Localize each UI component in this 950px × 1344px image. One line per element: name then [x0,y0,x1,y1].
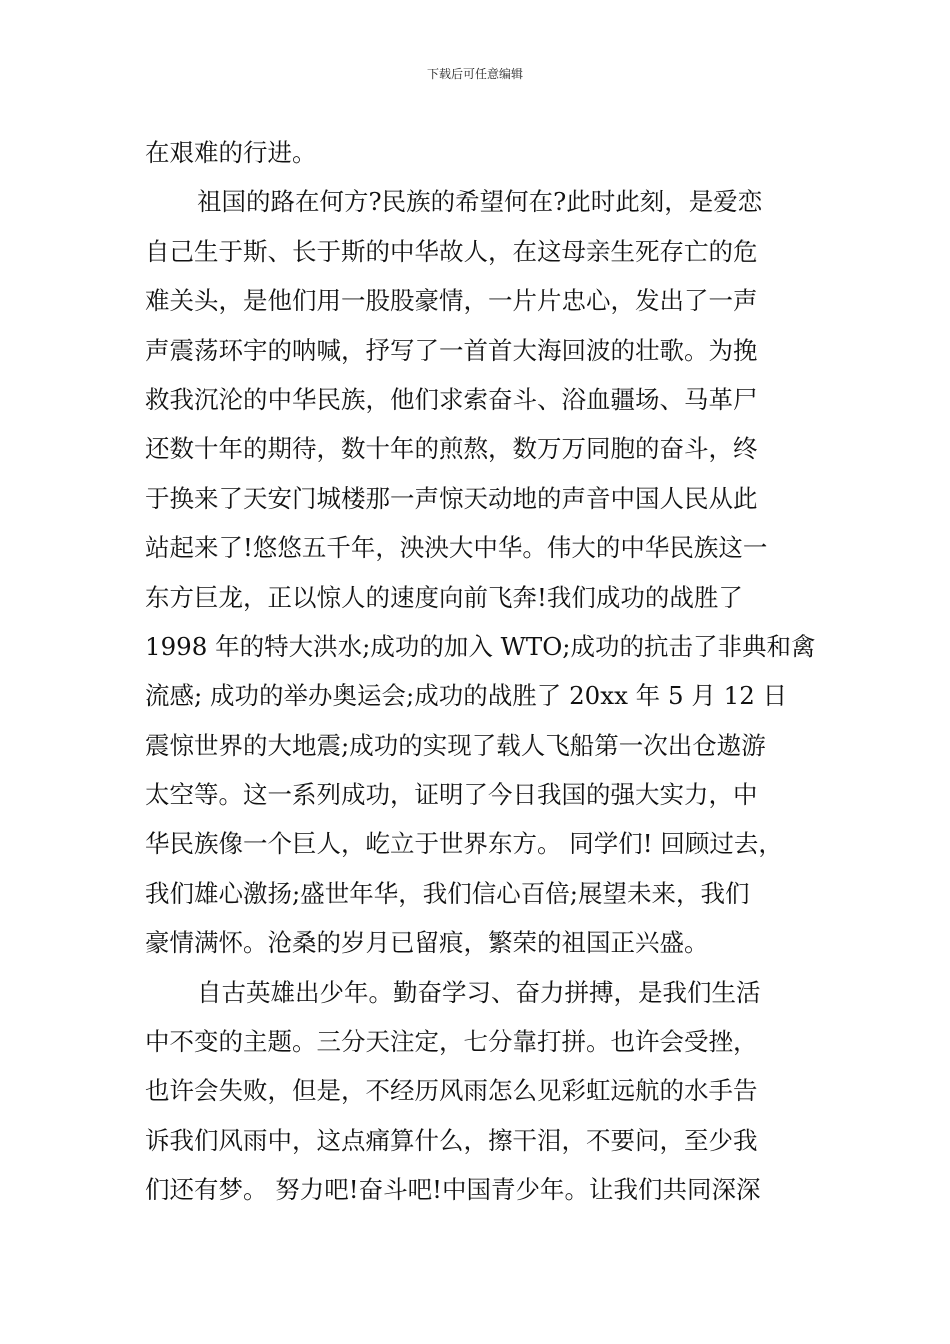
text-line: 也许会失败，但是，不经历风雨怎么见彩虹远航的水手告 [145,1076,758,1106]
text-line: 太空等。这一系列成功，证明了今日我国的强大实力，中 [145,780,758,810]
text-line: 震惊世界的大地震;成功的实现了载人飞船第一次出仓遨游 [145,730,766,760]
paragraph-first-line: 祖国的路在何方?民族的希望何在?此时此刻，是爱恋 [197,187,763,217]
text-line: 流感; 成功的举办奥运会;成功的战胜了 20xx 年 5 月 12 日 [145,681,788,711]
text-line: 诉我们风雨中，这点痛算什么，擦干泪，不要问，至少我 [145,1125,758,1155]
text-line: 们还有梦。 努力吧!奋斗吧!中国青少年。让我们共同深深 [145,1175,761,1205]
text-line: 声震荡环宇的呐喊，抒写了一首首大海回波的壮歌。为挽 [145,335,758,365]
text-line: 站起来了!悠悠五千年，泱泱大中华。伟大的中华民族这一 [145,533,768,563]
body-text [145,128,817,1215]
text-line: 豪情满怀。沧桑的岁月已留痕，繁荣的祖国正兴盛。 [145,928,709,958]
text-line: 难关头，是他们用一股股豪情，一片片忠心，发出了一声 [145,286,758,316]
page-header: 下载后可任意编辑 [426,67,523,81]
text-line: 自己生于斯、长于斯的中华故人，在这母亲生死存亡的危 [145,236,758,266]
paragraph-first-line: 自古英雄出少年。勤奋学习、奋力拼搏，是我们生活 [197,977,761,1007]
text-line: 救我沉沦的中华民族，他们求索奋斗、浴血疆场、马革尸 [145,384,758,414]
text-line: 中不变的主题。三分天注定，七分靠打拼。也许会受挫， [145,1027,758,1057]
text-line: 还数十年的期待，数十年的煎熬，数万万同胞的奋斗，终 [145,434,758,464]
text-line: 我们雄心激扬;盛世年华，我们信心百倍;展望未来，我们 [145,878,750,908]
text-line: 1998 年的特大洪水;成功的加入 WTO;成功的抗击了非典和禽 [145,631,816,661]
text-line: 东方巨龙，正以惊人的速度向前飞奔!我们成功的战胜了 [145,582,743,612]
text-line: 在艰难的行进。 [145,138,317,167]
text-line: 华民族像一个巨人，屹立于世界东方。 同学们! 回顾过去， [145,829,783,859]
text-line: 于换来了天安门城楼那一声惊天动地的声音中国人民从此 [145,483,758,513]
